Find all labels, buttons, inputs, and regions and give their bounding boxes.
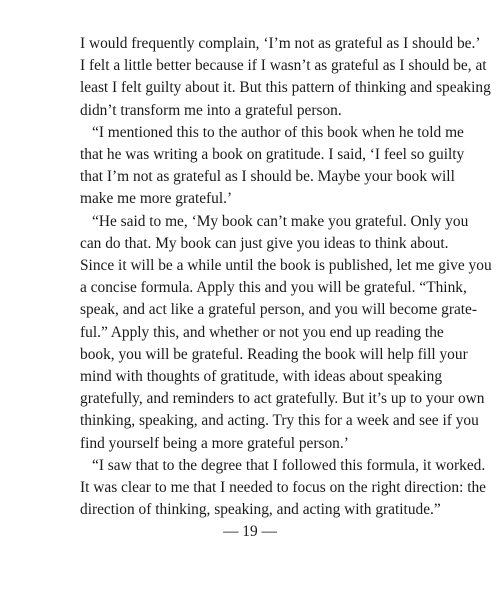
page-number: — 19 — — [223, 523, 277, 540]
text-line: that I’m not as grateful as I should be. Maybe your book will — [80, 168, 455, 186]
body-text — [80, 33, 492, 521]
text-line: thinking, speaking, and acting. Try this for a week and see if you — [80, 412, 479, 430]
text-line: that he was writing a book on gratitude. I said, ‘I feel so guilty — [80, 146, 465, 164]
paragraph-2 — [80, 122, 465, 211]
paragraph-3 — [80, 211, 492, 455]
text-line: “I mentioned this to the author of this book when he told me — [92, 123, 464, 141]
text-line: find yourself being a more grateful person.’ — [80, 434, 349, 452]
text-line: didn’t transform me into a grateful person. — [80, 101, 342, 119]
paragraph-1 — [80, 33, 491, 122]
paragraph-4 — [80, 455, 487, 522]
text-line: book, you will be grateful. Reading the book will help fill your — [80, 345, 468, 363]
text-line: gratefully, and reminders to act gratefully. But it’s up to your own — [80, 390, 485, 408]
text-line: “I saw that to the degree that I followed this formula, it worked. — [92, 456, 486, 474]
text-line: a concise formula. Apply this and you will be grateful. “Think, — [80, 279, 467, 297]
text-line: “He said to me, ‘My book can’t make you grateful. Only you — [92, 212, 469, 230]
text-line: make me more grateful.’ — [80, 190, 233, 208]
text-line: Since it will be a while until the book is published, let me give you — [80, 257, 492, 275]
text-line: mind with thoughts of gratitude, with ideas about speaking — [80, 368, 443, 386]
text-line: can do that. My book can just give you ideas to think about. — [80, 234, 449, 252]
text-line: speak, and act like a grateful person, and you will become grate- — [80, 301, 478, 319]
text-line: least I felt guilty about it. But this pattern of thinking and speaking — [80, 79, 491, 97]
text-line: I would frequently complain, ‘I’m not as grateful as I should be.’ — [80, 35, 481, 52]
text-line: It was clear to me that I needed to focus on the right direction: the — [80, 479, 487, 497]
text-line: I felt a little better because if I wasn’t as grateful as I should be, at — [80, 57, 487, 75]
text-line: direction of thinking, speaking, and acting with gratitude.” — [80, 501, 441, 519]
text-line: ful.” Apply this, and whether or not you end up reading the — [80, 323, 444, 341]
